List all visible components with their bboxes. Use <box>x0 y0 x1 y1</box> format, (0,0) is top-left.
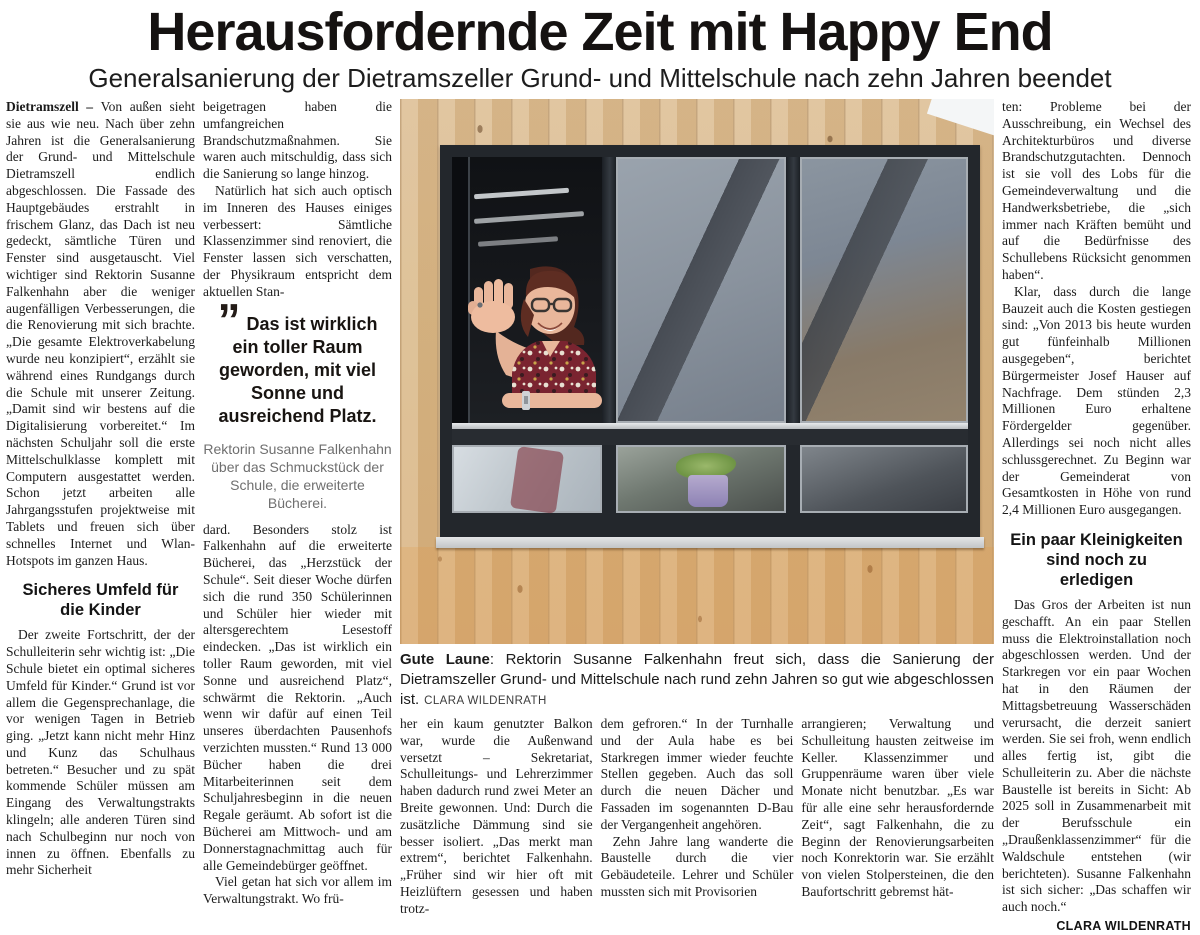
paragraph: beigetragen haben die umfangreichen Brandschutzmaßnahmen. Sie waren auch mitschuldig, dass sich die Sanierung so lange hinzog. <box>203 99 392 182</box>
paragraph: her ein kaum genutzter Balkon war, wurde die Außenwand versetzt – Sekretariat, Schulleitungs- und Lehrerzimmer haben dadurch rund zwei Meter an Breite gewonnen. Und: Durch die zusätzliche Dämmung sind sie besser isoliert. „Das merkt man extrem“, berichtet Falkenhahn. „Früher sind wir hier oft mit Heizlüftern gesessen und haben trotz- <box>400 716 593 916</box>
lower-column-2 <box>601 716 794 918</box>
window-pane-center <box>616 157 786 423</box>
ceiling-light-strip <box>474 211 584 224</box>
column-4 <box>1002 99 1191 935</box>
paragraph: Natürlich hat sich auch optisch im Inneren des Hauses einiges verbessert: Sämtliche Klassenzimmer sind renoviert, die Fenster lassen sich verschatten, der Physikraum entspricht dem aktuellen Stan- <box>203 182 392 299</box>
resting-arm <box>502 391 602 410</box>
scarf-reflection <box>510 446 564 514</box>
lower-column-1 <box>400 716 593 918</box>
paragraph-text: Das Gros der Arbeiten ist nun geschafft. An ein paar Stellen muss die Elektroinstallation noch abgeschlossen werden. Und der Starkregen vor ein paar Wochen hat in den Räumen der Mittagsbetreuung Wasserschäden verursacht, die derzeit saniert werden. Sie sei froh, wenn endlich alles fertig ist, gibt die Schulleiterin zu. Aber die nächste Baustelle ist bereits in Sicht: Ab 2025 soll in Zusammenarbeit mit der Berufsschule ein „Draußenklassenzimmer“ für die Waldschule entstehen (wir berichteten). Susanne Falkenhahn ist sich sicher: „Das schaffen wir auch noch.“ <box>1002 596 1191 915</box>
newspaper-page <box>0 2 1200 934</box>
article-body <box>0 99 1200 935</box>
paragraph: Klar, dass durch die lange Bauzeit auch die Kosten gestiegen sind: „Von 2013 bis heute wurden gut fünfeinhalb Millionen ausgegeben“, berichtet Bürgermeister Josef Hauser auf Nachfrage. Dem stünden 2,3 Millionen Euro erhaltene Fördergelder gegenüber. Allerdings sei noch nicht alles schlussgerechnet. Zu Beginn war der Gemeinderat von Gesamtkosten in Höhe von rund 2,4 Millionen Euro ausgegangen. <box>1002 283 1191 518</box>
crosshead-sicheres-umfeld: Sicheres Umfeld für die Kinder <box>22 581 179 620</box>
wood-facade-lower <box>400 547 994 644</box>
window-pane-right <box>800 157 968 423</box>
window-transom <box>452 423 968 445</box>
lower-columns <box>400 716 994 918</box>
photo-caption <box>400 650 994 711</box>
window-frame <box>440 145 980 537</box>
ceiling-light-strip <box>478 236 558 247</box>
paragraph: Zehn Jahre lang wanderte die Baustelle durch die vier Gebäudeteile. Lehrer und Schüler mussten sich mit Provisorien <box>600 833 794 899</box>
pull-quote-text: ” Das ist wirklich ein toller Raum geworden, mit viel Sonne und ausreichend Platz. <box>217 293 378 426</box>
paragraph: Viel getan hat sich vor allem im Verwaltungstrakt. Wo frü- <box>203 874 392 907</box>
paragraph <box>6 99 195 569</box>
window-pane-lower-right <box>800 445 968 513</box>
photo-woman <box>446 253 618 431</box>
paragraph <box>1002 596 1191 934</box>
pull-quote <box>203 293 392 512</box>
article-headline: Herausfordernde Zeit mit Happy End <box>147 2 1053 62</box>
paragraph-text: Von außen sieht sie aus wie neu. Nach über zehn Jahren ist die Generalsanierung der Grund- und Mittelschule Dietramszell endlich abgeschlossen. Die Fassade des Hauptgebäudes erstrahlt in frischem Glanz, das Dach ist neu gedeckt, sämtliche Türen und Fenster sind ausgetauscht. Viel wichtiger sind Rektorin Susanne Falkenhahn aber die weniger augenfälligen Verbesserungen, die die Renovierung mit sich brachte. „Die gesamte Elektroverkabelung wurde neu konzipiert“, erzählt sie während eines Rundgangs durch die Schule mit unserer Zeitung. „Damit sind wir bestens auf die Digitalisierung vorbereitet.“ Im nächsten Schuljahr soll die erste Mittelschulklasse komplett mit Computern ausgestattet werden. Schon jetzt arbeiten alle Jahrgangsstufen projektweise mit Tablets und freuen sich über schnelles Internet und Wlan-Hotspots im ganzen Haus. <box>6 99 195 568</box>
window-pane-lower-center <box>616 445 786 513</box>
article-subheadline: Generalsanierung der Dietramszeller Grund- und Mittelschule nach zehn Jahren beendet <box>88 63 1112 93</box>
paragraph: arrangieren; Verwaltung und Schulleitung hausten zeitweise im Keller. Klassenzimmer und Gruppenräume waren über viele Monate nicht benutzbar. „Es war für alle eine sehr herausfordernde Zeit“, sagt Falkenhahn, die zu Beginn der Renovierungsarbeiten noch Konrektorin war. Sie erzählt von vielen Stolpersteinen, die den Baufortschritt gebremst hät- <box>801 716 994 899</box>
pull-quote-attribution: Rektorin Susanne Falkenhahn über das Schmuckstück der Schule, die erweiterte Bücherei. <box>203 440 392 511</box>
caption-text: : Rektorin Susanne Falkenhahn freut sich, dass die Sanierung der Dietramszeller Grund- und Mittelschule nach rund zehn Jahren so gut wie abgeschlossen ist. <box>400 651 994 708</box>
paragraph: ten: Probleme bei der Ausschreibung, ein Wechsel des Architekturbüros und diverse Brandschutzgutachten. Dennoch ist sie voll des Lobs für die Gemeindeverwaltung und die Handwerksbetriebe, die „sich immer nach Kräften bemüht und auf die Bedürfnisse des Schullebens Rücksicht genommen haben“. <box>1002 99 1191 282</box>
column-1 <box>6 99 195 879</box>
lower-column-3 <box>801 716 994 918</box>
paragraph: dem gefroren.“ In der Turnhalle und der Aula habe es bei Starkregen immer wieder feuchte Stellen gegeben. Auch das soll durch die neuen Dächer und Fassaden im sogenannten D-Bau der Vergangenheit angehören. <box>600 716 794 832</box>
transom-rail <box>452 423 968 429</box>
paragraph: Der zweite Fortschritt, der der Schulleiterin sehr wichtig ist: „Die Schule bietet ein optimal sicheres Umfeld für Kinder.“ Grund ist vor allem die Gegensprechanlage, die vor wenigen Tagen in Betrieb ging. „Jetzt kann nicht mehr Hinz und Kunz das Schulhaus betreten.“ Besucher und zu spät kommende Schüler müssen am Eingang des Verwaltungstrakts klingeln; alle anderen Türen sind nach Schulbeginn nur noch von innen zu öffnen. Ebenfalls zu mehr Sicherheit <box>6 627 195 878</box>
quote-icon: ” <box>217 293 241 346</box>
photo-and-lower-columns <box>400 99 994 918</box>
author-byline: CLARA WILDENRATH <box>1056 919 1191 934</box>
column-2 <box>203 99 392 908</box>
paragraph: dard. Besonders stolz ist Falkenhahn auf die erweiterte Bücherei, das „Herzstück der Schule“. Seit dieser Woche dürfen sich die rund 350 Schülerinnen und Schüler hier wieder mit altersgerechtem Lesestoff eindecken. „Das ist wirklich ein toller Raum geworden, mit viel Sonne und ausreichend Platz“, schwärmt die Rektorin. „Auch wenn wir dafür auf einen Teil unseres überdachten Pausenhofs verzichten mussten.“ Rund 13 000 Bücher haben die drei Mitarbeiterinnen seit dem Schuljahresbeginn in die neuen Regale geräumt. Ab sofort ist die Bücherei am Mittwoch- und am Donnerstagnachmittag auch für alle Gemeindebürger geöffnet. <box>203 521 392 873</box>
woman-head <box>521 266 584 345</box>
photo-credit: CLARA WILDENRATH <box>424 695 547 707</box>
dateline: Dietramszell – <box>6 99 101 114</box>
window-sill <box>436 537 984 548</box>
plant-pot <box>688 475 728 507</box>
article-photo <box>400 99 994 644</box>
ceiling-light-strip <box>474 188 569 200</box>
crosshead-kleinigkeiten: Ein paar Kleinigkeiten sind noch zu erledigen <box>1010 530 1183 589</box>
caption-lead: Gute Laune <box>400 651 490 668</box>
window-pane-lower-left <box>452 445 602 513</box>
window-mullion <box>786 157 800 423</box>
